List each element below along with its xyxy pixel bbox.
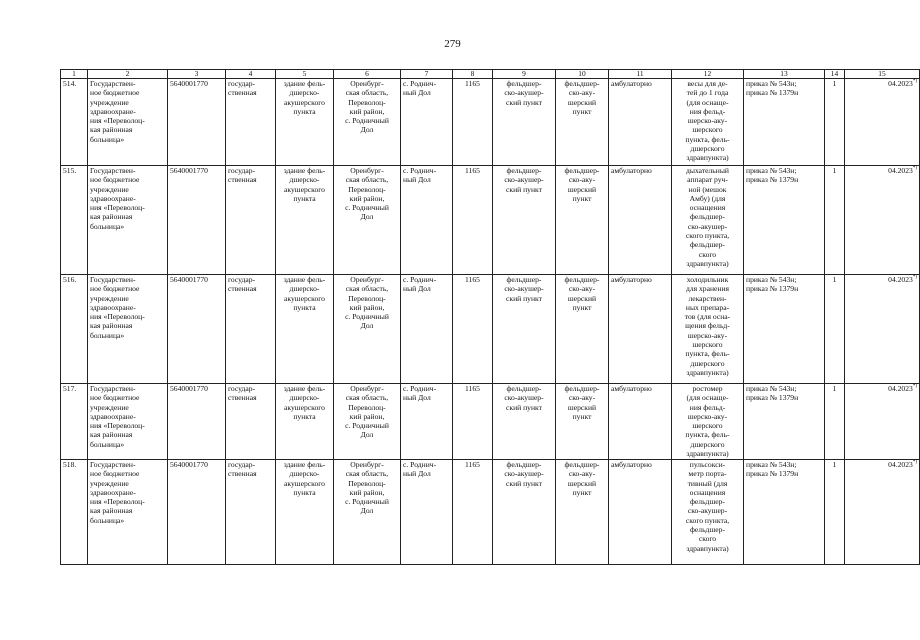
cell-text: 1165 — [465, 460, 480, 469]
registry-table — [60, 69, 920, 565]
cell-text: весы для де- тей до 1 года (для оснаще- ния фельд- шерско-аку- шерского пункта, фель- дшерского здравпункта) — [685, 79, 730, 163]
cell-col-10 — [556, 166, 609, 275]
cell-col-2 — [88, 384, 168, 460]
cell-text: дыхательный аппарат руч- ной (мешок Амбу) (для оснащения фельдшер- ско-акушер- ского пункта, фельдшер- ского здравпункта) — [685, 166, 730, 268]
cell-col-7 — [401, 166, 453, 275]
cell-text: 515. — [63, 166, 77, 175]
cell-col-1 — [61, 166, 88, 275]
column-header: 11 — [609, 70, 672, 79]
cell-text: с. Роднич- ный Дол — [403, 79, 437, 98]
cell-col-9 — [493, 460, 556, 565]
footnote-mark: *) — [912, 384, 917, 389]
cell-col-12 — [672, 460, 744, 565]
cell-col-9 — [493, 275, 556, 384]
cell-col-14 — [825, 166, 845, 275]
cell-col-7 — [401, 79, 453, 166]
footnote-mark: *) — [912, 166, 917, 171]
cell-text: 5640001770 — [170, 460, 208, 469]
cell-col-8 — [453, 166, 493, 275]
cell-col-9 — [493, 166, 556, 275]
cell-col-13 — [744, 384, 825, 460]
cell-text: 04.2023 — [888, 275, 913, 284]
cell-col-13 — [744, 460, 825, 565]
column-header: 9 — [493, 70, 556, 79]
cell-col-9 — [493, 79, 556, 166]
column-header: 14 — [825, 70, 845, 79]
cell-col-10 — [556, 384, 609, 460]
cell-col-2 — [88, 460, 168, 565]
cell-col-6 — [334, 79, 401, 166]
column-header: 15 — [845, 70, 920, 79]
cell-text: фельдшер- ско-акушер- ский пункт — [504, 460, 544, 488]
cell-text: амбулаторно — [611, 275, 652, 284]
cell-col-1 — [61, 384, 88, 460]
cell-text: фельдшер- ско-акушер- ский пункт — [504, 384, 544, 412]
cell-text: приказ № 543н; приказ № 1379н — [746, 460, 799, 479]
column-header: 10 — [556, 70, 609, 79]
cell-text: 1165 — [465, 79, 480, 88]
cell-text: 04.2023 — [888, 79, 913, 88]
cell-col-4 — [226, 166, 276, 275]
cell-text: 1 — [832, 384, 837, 393]
cell-text: 1165 — [465, 275, 480, 284]
cell-text: амбулаторно — [611, 460, 652, 469]
cell-col-14 — [825, 384, 845, 460]
cell-text: 5640001770 — [170, 275, 208, 284]
cell-text: 04.2023 — [888, 384, 913, 393]
cell-col-12 — [672, 166, 744, 275]
cell-text: 1 — [832, 79, 837, 88]
cell-col-3 — [168, 275, 226, 384]
table-row — [61, 460, 920, 565]
cell-text: государ- ственная — [228, 166, 257, 185]
cell-col-15 — [845, 79, 920, 166]
cell-text: Государствен- ное бюджетное учреждение здравоохране- ния «Переволоц- кая районная больница» — [90, 79, 145, 144]
column-header: 3 — [168, 70, 226, 79]
cell-col-8 — [453, 460, 493, 565]
cell-col-3 — [168, 166, 226, 275]
cell-col-10 — [556, 79, 609, 166]
cell-col-4 — [226, 460, 276, 565]
footnote-mark: *) — [912, 460, 917, 465]
cell-text: государ- ственная — [228, 79, 257, 98]
cell-col-7 — [401, 384, 453, 460]
cell-col-9 — [493, 384, 556, 460]
cell-text: 1165 — [465, 166, 480, 175]
column-header: 8 — [453, 70, 493, 79]
cell-col-5 — [276, 79, 334, 166]
cell-col-1 — [61, 79, 88, 166]
column-header: 13 — [744, 70, 825, 79]
cell-col-12 — [672, 384, 744, 460]
cell-text: Государствен- ное бюджетное учреждение здравоохране- ния «Переволоц- кая районная больница» — [90, 166, 145, 231]
column-header: 6 — [334, 70, 401, 79]
cell-col-15 — [845, 275, 920, 384]
cell-text: государ- ственная — [228, 460, 257, 479]
cell-col-5 — [276, 275, 334, 384]
cell-col-2 — [88, 166, 168, 275]
cell-col-1 — [61, 460, 88, 565]
cell-text: 518. — [63, 460, 77, 469]
cell-col-8 — [453, 79, 493, 166]
cell-text: приказ № 543н; приказ № 1379н — [746, 275, 799, 294]
cell-col-11 — [609, 79, 672, 166]
table-body — [61, 79, 920, 565]
cell-text: Государствен- ное бюджетное учреждение здравоохране- ния «Переволоц- кая районная больница» — [90, 384, 145, 449]
cell-col-6 — [334, 460, 401, 565]
cell-text: 1165 — [465, 384, 480, 393]
cell-col-13 — [744, 275, 825, 384]
cell-text: Оренбург- ская область, Переволоц- кий район, с. Родничный Дол — [345, 166, 389, 222]
cell-text: 1 — [832, 275, 837, 284]
cell-text: с. Роднич- ный Дол — [403, 460, 437, 479]
cell-col-11 — [609, 275, 672, 384]
cell-text: приказ № 543н; приказ № 1379н — [746, 384, 799, 403]
column-header: 4 — [226, 70, 276, 79]
cell-text: амбулаторно — [611, 384, 652, 393]
cell-text: 5640001770 — [170, 384, 208, 393]
cell-text: фельдшер- ско-аку- шерский пункт — [564, 460, 600, 497]
cell-text: с. Роднич- ный Дол — [403, 384, 437, 403]
cell-text: государ- ственная — [228, 384, 257, 403]
cell-col-11 — [609, 460, 672, 565]
cell-text: здание фель- дшерско- акушерского пункта — [283, 275, 326, 312]
table-row — [61, 384, 920, 460]
cell-col-3 — [168, 79, 226, 166]
cell-col-6 — [334, 166, 401, 275]
column-header: 2 — [88, 70, 168, 79]
cell-col-3 — [168, 460, 226, 565]
cell-text: Государствен- ное бюджетное учреждение здравоохране- ния «Переволоц- кая районная больница» — [90, 275, 145, 340]
cell-text: 5640001770 — [170, 79, 208, 88]
cell-col-5 — [276, 166, 334, 275]
cell-col-8 — [453, 275, 493, 384]
cell-text: фельдшер- ско-акушер- ский пункт — [504, 79, 544, 107]
cell-text: здание фель- дшерско- акушерского пункта — [283, 460, 326, 497]
cell-col-8 — [453, 384, 493, 460]
cell-text: приказ № 543н; приказ № 1379н — [746, 166, 799, 185]
cell-col-14 — [825, 460, 845, 565]
cell-col-14 — [825, 79, 845, 166]
cell-col-14 — [825, 275, 845, 384]
cell-col-3 — [168, 384, 226, 460]
cell-col-6 — [334, 275, 401, 384]
cell-col-4 — [226, 79, 276, 166]
cell-col-4 — [226, 275, 276, 384]
cell-col-1 — [61, 275, 88, 384]
column-header: 5 — [276, 70, 334, 79]
cell-col-6 — [334, 384, 401, 460]
column-header: 1 — [61, 70, 88, 79]
cell-text: амбулаторно — [611, 166, 652, 175]
cell-text: здание фель- дшерско- акушерского пункта — [283, 79, 326, 116]
cell-text: Оренбург- ская область, Переволоц- кий район, с. Родничный Дол — [345, 384, 389, 440]
table-row — [61, 275, 920, 384]
column-header: 7 — [401, 70, 453, 79]
cell-col-12 — [672, 79, 744, 166]
cell-text: 04.2023 — [888, 460, 913, 469]
cell-text: с. Роднич- ный Дол — [403, 166, 437, 185]
cell-text: с. Роднич- ный Дол — [403, 275, 437, 294]
cell-text: холодильник для хранения лекарствен- ных препара- тов (для осна- щения фельд- шерско-аку- шерского пункта, фель- дшерского здравпункта) — [684, 275, 731, 377]
cell-text: приказ № 543н; приказ № 1379н — [746, 79, 799, 98]
cell-text: 1 — [832, 460, 837, 469]
cell-text: фельдшер- ско-аку- шерский пункт — [564, 384, 600, 421]
cell-col-5 — [276, 460, 334, 565]
cell-col-11 — [609, 166, 672, 275]
table-row — [61, 166, 920, 275]
cell-col-2 — [88, 79, 168, 166]
cell-text: государ- ственная — [228, 275, 257, 294]
cell-col-15 — [845, 166, 920, 275]
cell-text: здание фель- дшерско- акушерского пункта — [283, 166, 326, 203]
cell-text: Оренбург- ская область, Переволоц- кий район, с. Родничный Дол — [345, 275, 389, 331]
cell-text: Оренбург- ская область, Переволоц- кий район, с. Родничный Дол — [345, 79, 389, 135]
cell-text: фельдшер- ско-аку- шерский пункт — [564, 275, 600, 312]
cell-col-15 — [845, 384, 920, 460]
cell-col-7 — [401, 275, 453, 384]
cell-text: Оренбург- ская область, Переволоц- кий район, с. Родничный Дол — [345, 460, 389, 516]
cell-text: 517. — [63, 384, 77, 393]
cell-col-10 — [556, 275, 609, 384]
cell-text: фельдшер- ско-акушер- ский пункт — [504, 166, 544, 194]
page-number: 279 — [444, 38, 461, 50]
cell-col-10 — [556, 460, 609, 565]
cell-text: фельдшер- ско-аку- шерский пункт — [564, 79, 600, 116]
cell-text: фельдшер- ско-аку- шерский пункт — [564, 166, 600, 203]
cell-col-7 — [401, 460, 453, 565]
cell-col-11 — [609, 384, 672, 460]
cell-col-12 — [672, 275, 744, 384]
cell-text: 1 — [832, 166, 837, 175]
cell-col-5 — [276, 384, 334, 460]
cell-text: амбулаторно — [611, 79, 652, 88]
cell-text: 04.2023 — [888, 166, 913, 175]
cell-text: 514. — [63, 79, 77, 88]
cell-text: Государствен- ное бюджетное учреждение здравоохране- ния «Переволоц- кая районная больница» — [90, 460, 145, 525]
cell-text: пульсокси- метр порта- тивный (для оснащения фельдшер- ско-акушер- ского пункта, фельдшер- ского здравпункта) — [685, 460, 730, 553]
column-header: 12 — [672, 70, 744, 79]
cell-text: фельдшер- ско-акушер- ский пункт — [504, 275, 544, 303]
header-row — [61, 70, 920, 79]
cell-col-2 — [88, 275, 168, 384]
table-row — [61, 79, 920, 166]
cell-col-15 — [845, 460, 920, 565]
cell-col-4 — [226, 384, 276, 460]
cell-col-13 — [744, 79, 825, 166]
footnote-mark: *) — [912, 79, 917, 84]
cell-text: ростомер (для оснаще- ния фельд- шерско-аку- шерского пункта, фель- дшерского здравпункта) — [685, 384, 730, 459]
cell-col-13 — [744, 166, 825, 275]
cell-text: 516. — [63, 275, 77, 284]
cell-text: здание фель- дшерско- акушерского пункта — [283, 384, 326, 421]
cell-text: 5640001770 — [170, 166, 208, 175]
footnote-mark: *) — [912, 275, 917, 280]
